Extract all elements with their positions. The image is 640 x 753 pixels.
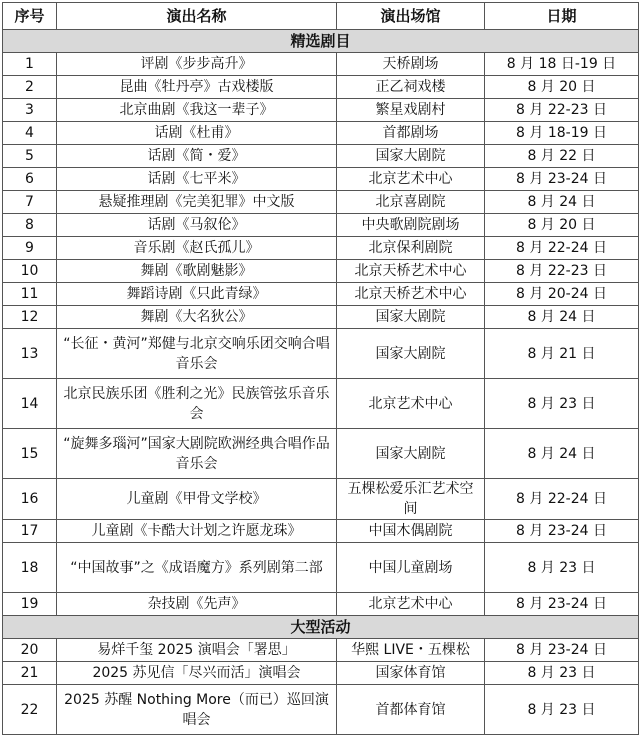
cell-venue: 首都体育馆 — [337, 685, 485, 735]
cell-venue: 首都剧场 — [337, 122, 485, 145]
cell-date: 8 月 23 日 — [485, 379, 639, 429]
cell-name: 话剧《杜甫》 — [57, 122, 337, 145]
cell-venue: 北京天桥艺术中心 — [337, 283, 485, 306]
cell-venue: 五棵松爱乐汇艺术空间 — [337, 479, 485, 520]
cell-venue: 国家大剧院 — [337, 429, 485, 479]
cell-name: 儿童剧《卡酷大计划之许愿龙珠》 — [57, 520, 337, 543]
cell-date: 8 月 20 日 — [485, 76, 639, 99]
cell-name: “旋舞多瑙河”国家大剧院欧洲经典合唱作品音乐会 — [57, 429, 337, 479]
cell-venue: 天桥剧场 — [337, 53, 485, 76]
cell-no: 19 — [3, 593, 57, 616]
schedule-table — [2, 2, 639, 735]
cell-name: 北京曲剧《我这一辈子》 — [57, 99, 337, 122]
cell-no: 4 — [3, 122, 57, 145]
cell-no: 14 — [3, 379, 57, 429]
cell-name: 评剧《步步高升》 — [57, 53, 337, 76]
table-row — [3, 53, 639, 76]
cell-date: 8 月 24 日 — [485, 191, 639, 214]
table-row — [3, 76, 639, 99]
cell-venue: 正乙祠戏楼 — [337, 76, 485, 99]
cell-date: 8 月 24 日 — [485, 306, 639, 329]
cell-date: 8 月 24 日 — [485, 429, 639, 479]
section-title: 大型活动 — [3, 616, 639, 639]
header-venue: 演出场馆 — [337, 3, 485, 30]
table-row — [3, 283, 639, 306]
cell-venue: 北京艺术中心 — [337, 379, 485, 429]
table-row — [3, 520, 639, 543]
cell-date: 8 月 22-24 日 — [485, 237, 639, 260]
header-row — [3, 3, 639, 30]
cell-name: 2025 苏见信「尽兴而活」演唱会 — [57, 662, 337, 685]
table-row — [3, 168, 639, 191]
section-title: 精选剧目 — [3, 30, 639, 53]
cell-no: 17 — [3, 520, 57, 543]
cell-name: 舞剧《歌剧魅影》 — [57, 260, 337, 283]
cell-date: 8 月 23-24 日 — [485, 639, 639, 662]
header-no: 序号 — [3, 3, 57, 30]
cell-venue: 国家体育馆 — [337, 662, 485, 685]
cell-no: 20 — [3, 639, 57, 662]
cell-date: 8 月 23-24 日 — [485, 593, 639, 616]
cell-name: 舞蹈诗剧《只此青绿》 — [57, 283, 337, 306]
cell-name: “长征・黄河”郑健与北京交响乐团交响合唱音乐会 — [57, 329, 337, 379]
section-row — [3, 616, 639, 639]
cell-name: 昆曲《牡丹亭》古戏楼版 — [57, 76, 337, 99]
cell-date: 8 月 22-23 日 — [485, 260, 639, 283]
table-row — [3, 429, 639, 479]
table-row — [3, 145, 639, 168]
cell-date: 8 月 21 日 — [485, 329, 639, 379]
table-row — [3, 479, 639, 520]
cell-date: 8 月 23-24 日 — [485, 520, 639, 543]
cell-no: 22 — [3, 685, 57, 735]
cell-name: “中国故事”之《成语魔方》系列剧第二部 — [57, 543, 337, 593]
table-row — [3, 191, 639, 214]
cell-name: 舞剧《大名狄公》 — [57, 306, 337, 329]
table-row — [3, 662, 639, 685]
cell-date: 8 月 18 日-19 日 — [485, 53, 639, 76]
cell-name: 话剧《马叙伦》 — [57, 214, 337, 237]
table-row — [3, 99, 639, 122]
cell-no: 21 — [3, 662, 57, 685]
header-date: 日期 — [485, 3, 639, 30]
cell-date: 8 月 23-24 日 — [485, 168, 639, 191]
cell-name: 话剧《七平米》 — [57, 168, 337, 191]
cell-venue: 北京艺术中心 — [337, 168, 485, 191]
cell-venue: 北京艺术中心 — [337, 593, 485, 616]
table-row — [3, 593, 639, 616]
cell-date: 8 月 18-19 日 — [485, 122, 639, 145]
table-row — [3, 543, 639, 593]
cell-venue: 北京保利剧院 — [337, 237, 485, 260]
table-row — [3, 306, 639, 329]
cell-venue: 北京天桥艺术中心 — [337, 260, 485, 283]
cell-no: 12 — [3, 306, 57, 329]
cell-no: 2 — [3, 76, 57, 99]
cell-date: 8 月 20 日 — [485, 214, 639, 237]
cell-no: 10 — [3, 260, 57, 283]
table-body — [3, 30, 639, 735]
cell-venue: 华熙 LIVE・五棵松 — [337, 639, 485, 662]
header-name: 演出名称 — [57, 3, 337, 30]
cell-no: 7 — [3, 191, 57, 214]
cell-date: 8 月 23 日 — [485, 543, 639, 593]
cell-date: 8 月 22 日 — [485, 145, 639, 168]
cell-date: 8 月 23 日 — [485, 685, 639, 735]
table-row — [3, 329, 639, 379]
cell-no: 1 — [3, 53, 57, 76]
cell-no: 15 — [3, 429, 57, 479]
cell-name: 话剧《简・爱》 — [57, 145, 337, 168]
cell-no: 16 — [3, 479, 57, 520]
cell-date: 8 月 22-24 日 — [485, 479, 639, 520]
cell-venue: 国家大剧院 — [337, 145, 485, 168]
table-row — [3, 379, 639, 429]
table-row — [3, 685, 639, 735]
cell-date: 8 月 23 日 — [485, 662, 639, 685]
cell-no: 3 — [3, 99, 57, 122]
cell-name: 易烊千玺 2025 演唱会「署思」 — [57, 639, 337, 662]
cell-name: 悬疑推理剧《完美犯罪》中文版 — [57, 191, 337, 214]
cell-venue: 中国儿童剧场 — [337, 543, 485, 593]
cell-name: 音乐剧《赵氏孤儿》 — [57, 237, 337, 260]
cell-no: 9 — [3, 237, 57, 260]
table-row — [3, 122, 639, 145]
cell-no: 11 — [3, 283, 57, 306]
table-row — [3, 260, 639, 283]
cell-name: 2025 苏醒 Nothing More（而已）巡回演唱会 — [57, 685, 337, 735]
cell-venue: 中央歌剧院剧场 — [337, 214, 485, 237]
cell-venue: 北京喜剧院 — [337, 191, 485, 214]
cell-venue: 繁星戏剧村 — [337, 99, 485, 122]
cell-no: 18 — [3, 543, 57, 593]
table-row — [3, 237, 639, 260]
cell-name: 北京民族乐团《胜利之光》民族管弦乐音乐会 — [57, 379, 337, 429]
cell-no: 5 — [3, 145, 57, 168]
section-row — [3, 30, 639, 53]
cell-date: 8 月 22-23 日 — [485, 99, 639, 122]
cell-venue: 中国木偶剧院 — [337, 520, 485, 543]
table-row — [3, 214, 639, 237]
cell-no: 6 — [3, 168, 57, 191]
cell-name: 杂技剧《先声》 — [57, 593, 337, 616]
table-row — [3, 639, 639, 662]
cell-name: 儿童剧《甲骨文学校》 — [57, 479, 337, 520]
cell-date: 8 月 20-24 日 — [485, 283, 639, 306]
cell-venue: 国家大剧院 — [337, 329, 485, 379]
cell-no: 13 — [3, 329, 57, 379]
cell-venue: 国家大剧院 — [337, 306, 485, 329]
cell-no: 8 — [3, 214, 57, 237]
